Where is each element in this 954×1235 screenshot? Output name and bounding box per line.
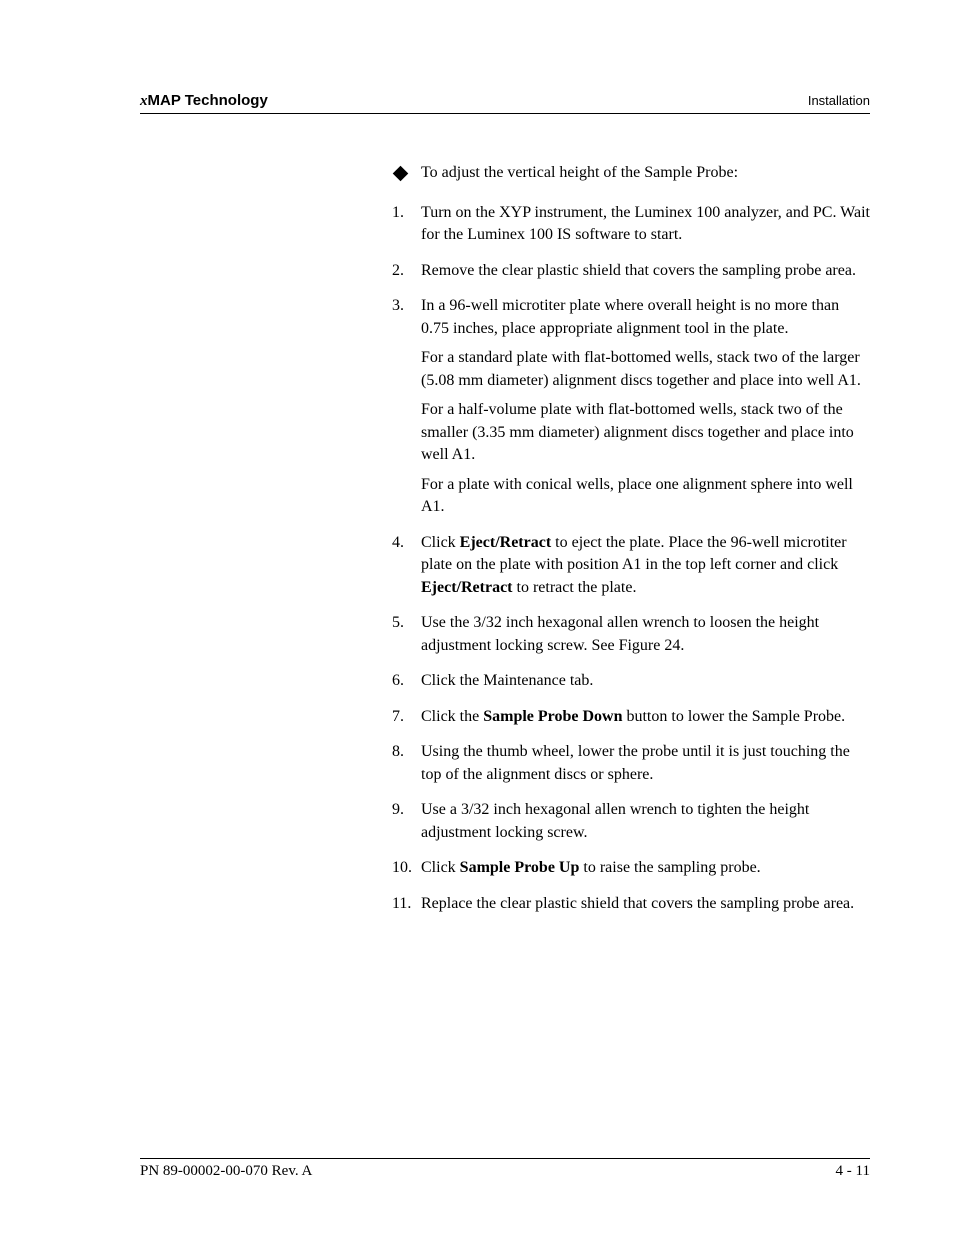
step-number: 11. [392, 894, 412, 912]
sample-probe-down-label: Sample Probe Down [483, 707, 623, 725]
step-text: Replace the clear plastic shield that covers the sampling probe area. [421, 894, 855, 912]
step-text: Click the Maintenance tab. [421, 672, 594, 689]
eject-retract-label: Eject/Retract [459, 533, 552, 551]
step-2 [392, 260, 870, 283]
step-8 [392, 741, 870, 786]
step-number: 5. [392, 614, 404, 631]
step-text-part: to raise the sampling probe. [579, 859, 761, 876]
step-subtext-standard-plate: For a standard plate with flat-bottomed wells, stack two of the larger (5.08 mm diameter) alignment discs together and place into well A1. [421, 349, 861, 389]
brand-x: x [140, 93, 148, 109]
step-text-part: Click [421, 859, 460, 876]
step-number: 9. [392, 801, 404, 818]
step-text-part: to retract the plate. [512, 578, 637, 596]
page-header [140, 91, 870, 114]
procedure-intro-text: To adjust the vertical height of the Sample Probe: [421, 164, 739, 181]
step-text-part: Click the [421, 707, 484, 725]
step-4 [392, 532, 870, 600]
step-number: 7. [392, 707, 404, 725]
step-subtext-conical-plate: For a plate with conical wells, place one alignment sphere into well A1. [421, 475, 853, 515]
step-11 [392, 893, 870, 916]
step-subtext-half-volume-plate: For a half-volume plate with flat-bottomed wells, stack two of the smaller (3.35 mm diameter) alignment discs together and place into well A1. [421, 401, 854, 463]
step-number: 3. [392, 297, 404, 314]
diamond-bullet-icon [393, 166, 409, 182]
eject-retract-label: Eject/Retract [421, 578, 513, 596]
step-text-part: to eject the plate. Place the 96-well microtiter plate on the plate with position A1 in the top left corner and click [421, 533, 847, 573]
page-number: 4 - 11 [835, 1163, 870, 1179]
step-text: Remove the clear plastic shield that covers the sampling probe area. [421, 261, 856, 279]
procedure-intro [392, 162, 870, 185]
step-10 [392, 857, 870, 880]
step-text-part: button to lower the Sample Probe. [622, 707, 846, 725]
step-text [421, 706, 870, 729]
step-9 [392, 799, 870, 844]
step-number: 2. [392, 261, 404, 279]
header-brand [140, 92, 268, 110]
part-number: PN 89-00002-00-070 Rev. A [140, 1163, 313, 1179]
step-text [421, 532, 870, 600]
step-number: 4. [392, 533, 404, 551]
page-footer [140, 1158, 870, 1179]
step-text: Use a 3/32 inch hexagonal allen wrench to tighten the height adjustment locking screw. [421, 801, 810, 841]
procedure-content [392, 162, 870, 928]
step-number: 6. [392, 672, 404, 689]
step-text [421, 857, 870, 880]
step-number: 1. [392, 203, 404, 221]
sample-probe-up-label: Sample Probe Up [459, 859, 580, 876]
step-6 [392, 670, 870, 693]
step-text-part: Click [421, 533, 460, 551]
header-section: Installation [807, 93, 870, 108]
step-number: 8. [392, 743, 404, 760]
step-text: Turn on the XYP instrument, the Luminex 100 analyzer, and PC. Wait for the Luminex 100 IS software to start. [421, 203, 870, 243]
step-5 [392, 612, 870, 657]
brand-rest: MAP Technology [147, 92, 268, 109]
step-7 [392, 706, 870, 729]
step-3 [392, 295, 870, 519]
step-text: Use the 3/32 inch hexagonal allen wrench to loosen the height adjustment locking screw. See Figure 24. [421, 614, 820, 654]
step-number: 10. [392, 859, 412, 876]
step-text: Using the thumb wheel, lower the probe until it is just touching the top of the alignment discs or sphere. [421, 743, 850, 783]
step-1 [392, 202, 870, 247]
step-text: In a 96-well microtiter plate where overall height is no more than 0.75 inches, place appropriate alignment tool in the plate. [421, 297, 840, 337]
